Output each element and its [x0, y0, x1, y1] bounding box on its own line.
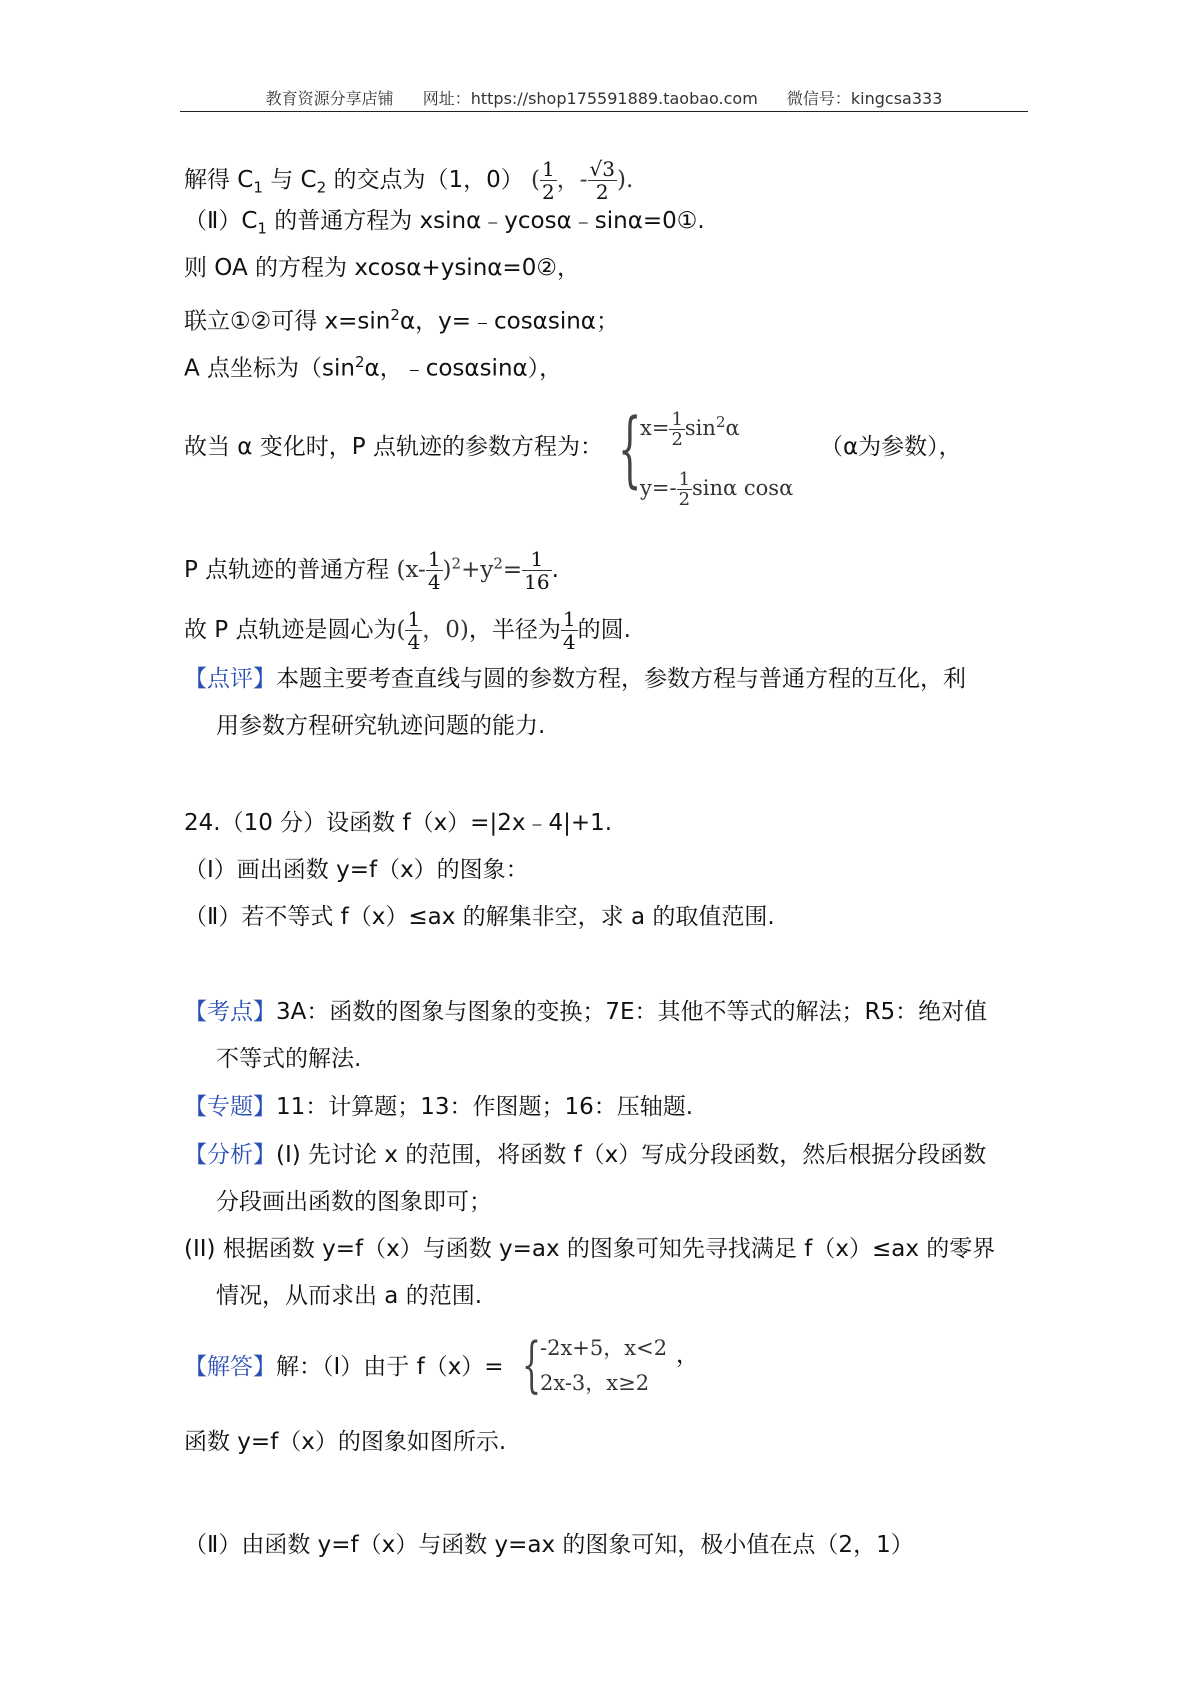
- line-part2-solution: （Ⅱ）由函数 y=f（x）与函数 y=ax 的图象可知，极小值在点（2，1）: [184, 1532, 914, 1558]
- header-rule: [180, 111, 1028, 112]
- brace: {: [618, 402, 642, 497]
- header-shop: 教育资源分享店铺: [265, 89, 394, 108]
- fraction: $\frac{1}{4}$: [562, 607, 576, 654]
- param-eq-x: x= $\frac{1}{2}$ $\sin^2\alpha$: [640, 409, 740, 450]
- line-c1-equation: $(Ⅱ)C_1$ 的普通方程为 xsinα﹣ycosα﹣sinα=0①.: [184, 208, 705, 238]
- line-param-intro: 故当 α 变化时，P 点轨迹的参数方程为：: [184, 434, 603, 460]
- line-solve: 联立①②可得 $x=\sin^2\alpha$，y=﹣cosαsinα；: [184, 306, 619, 335]
- tag-review: 【点评】: [184, 666, 276, 692]
- fraction: $\frac{√3}{2}$: [589, 157, 616, 204]
- line-graph-note: 函数 y=f（x）的图象如图所示.: [184, 1429, 507, 1455]
- line-oa-equation: 则 OA 的方程为 xcosα+ysinα=0②，: [184, 255, 580, 281]
- page-header: [180, 86, 1028, 109]
- line-review: 【点评】本题主要考查直线与圆的参数方程，参数方程与普通方程的互化，利: [184, 666, 966, 692]
- line-jieda: 【解答】解：（Ⅰ）由于 f（x）=: [184, 1354, 504, 1380]
- fraction: $\frac{1}{2}$: [542, 157, 555, 204]
- tag-kaodian: 【考点】: [184, 999, 276, 1025]
- fraction: $\frac{1}{16}$: [524, 547, 550, 594]
- line-circle: 故 P 点轨迹是圆心为( $\frac{1}{4}$ ，0)，半径为 $\frac{1}{4}$ 的圆.: [184, 607, 631, 654]
- line-intersection: 解得 $C_1$ 与 $C_2$ 的交点为（1，0） ( $\frac{1}{2}$ ，- $\frac{√3}{2}$ ).: [184, 157, 634, 204]
- line-fenxi-2-cont: 情况，从而求出 a 的范围.: [216, 1283, 483, 1309]
- brace: {: [522, 1330, 542, 1400]
- problem-24: 24.（10 分）设函数 f（x）=|2x﹣4|+1.: [184, 810, 613, 836]
- problem-24-part1: （Ⅰ）画出函数 y=f（x）的图象：: [184, 857, 529, 883]
- problem-24-part2: （Ⅱ）若不等式 f（x）≤ax 的解集非空，求 a 的取值范围.: [184, 904, 775, 930]
- param-eq-y: y=- $\frac{1}{2}$ sinα cosα: [640, 469, 794, 510]
- line-review-cont: 用参数方程研究轨迹问题的能力.: [216, 713, 546, 739]
- line-kaodian: 【考点】3A：函数的图象与图象的变换；7E：其他不等式的解法；R5：绝对值: [184, 999, 988, 1025]
- tag-jieda: 【解答】: [184, 1354, 276, 1380]
- line-point-a: A 点坐标为（$\sin^2\alpha$，﹣cosαsinα），: [184, 353, 563, 382]
- param-note: （α为参数），: [820, 434, 962, 460]
- line-fenxi-2: (II) 根据函数 y=f（x）与函数 y=ax 的图象可知先寻找满足 f（x）≤ax 的零界: [184, 1236, 996, 1262]
- line-fenxi-cont: 分段画出函数的图象即可；: [216, 1189, 492, 1215]
- line-ordinary-eq: P 点轨迹的普通方程 (x- $\frac{1}{4}$ )$^2+y^2=$ $\frac{1}{16}$ .: [184, 547, 559, 594]
- piecewise-case-2: 2x-3，x≥2: [540, 1371, 650, 1395]
- line-kaodian-cont: 不等式的解法.: [216, 1046, 362, 1072]
- header-url: 网址：https://shop175591889.taobao.com: [422, 89, 758, 108]
- tag-fenxi: 【分析】: [184, 1142, 276, 1168]
- piecewise-case-1: -2x+5，x<2: [540, 1336, 668, 1360]
- line-zhuanti: 【专题】11：计算题；13：作图题；16：压轴题.: [184, 1094, 694, 1120]
- header-wechat: 微信号：kingcsa333: [786, 89, 943, 108]
- fraction: $\frac{1}{4}$: [427, 547, 441, 594]
- line-fenxi: 【分析】(I) 先讨论 x 的范围，将函数 f（x）写成分段函数，然后根据分段函数: [184, 1142, 987, 1168]
- piecewise-comma: ，: [676, 1342, 699, 1368]
- fraction: $\frac{1}{4}$: [407, 607, 421, 654]
- tag-zhuanti: 【专题】: [184, 1094, 276, 1120]
